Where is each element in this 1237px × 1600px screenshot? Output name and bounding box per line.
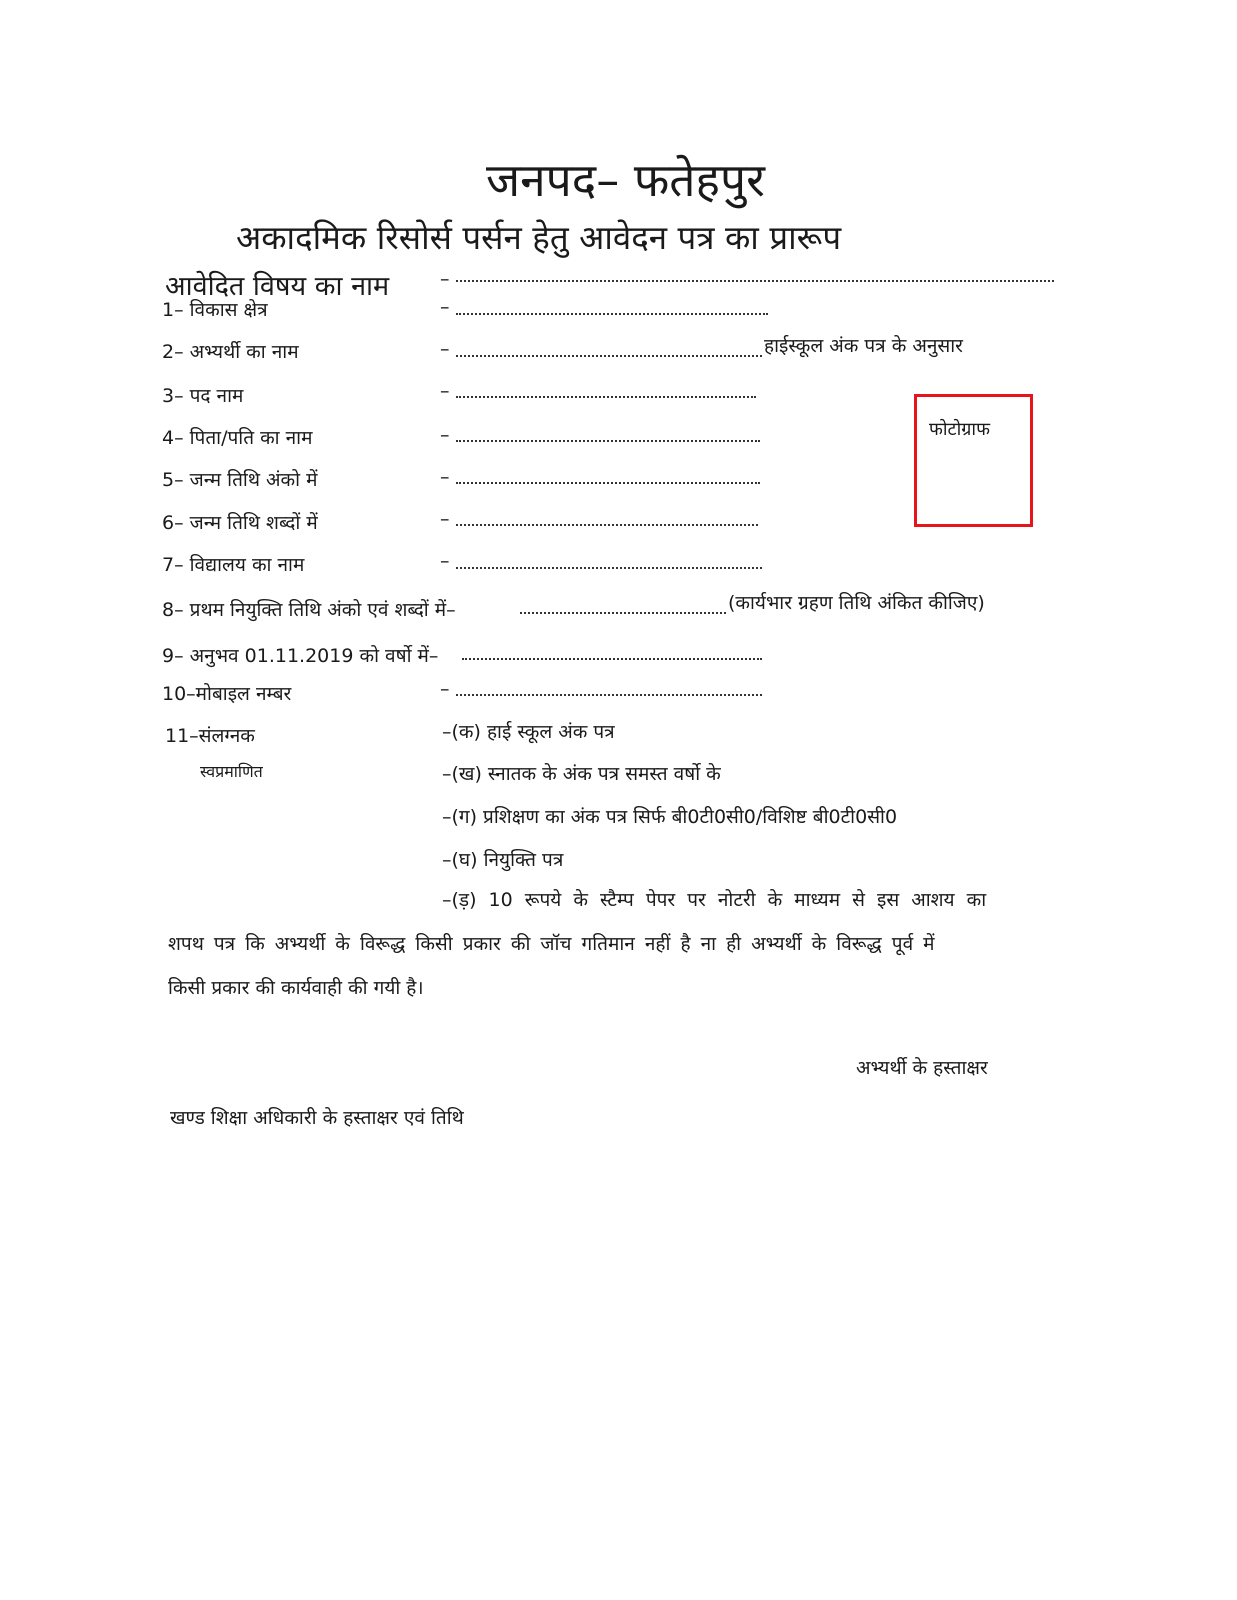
candidate-signature-label: अभ्यर्थी के हस्ताक्षर (856, 1057, 988, 1079)
field-label-post-name: 3– पद नाम (162, 385, 244, 407)
attachment-item: –(ग) प्रशिक्षण का अंक पत्र सिर्फ बी0टी0सी0/विशिष्ट बी0टी0सी0 (442, 806, 898, 828)
affidavit-text-line: किसी प्रकार की कार्यवाही की गयी है। (168, 977, 424, 999)
attachment-item: –(ड़) 10 रूपये के स्टैम्प पेपर पर नोटरी के माध्यम से इस आशय का (442, 889, 987, 911)
affidavit-text-line: शपथ पत्र कि अभ्यर्थी के विरूद्ध किसी प्रकार की जॉच गतिमान नहीं है ना ही अभ्यर्थी के विरूद्ध पूर्व में (168, 933, 935, 955)
field-label-experience: 9– अनुभव 01.11.2019 को वर्षो में– (162, 645, 439, 667)
form-title: अकादमिक रिसोर्स पर्सन हेतु आवेदन पत्र का प्रारूप (236, 218, 842, 257)
photograph-box[interactable] (914, 394, 1033, 527)
first-appointment-date-input-line[interactable] (520, 612, 726, 614)
field-label-development-block: 1– विकास क्षेत्र (162, 299, 268, 321)
experience-input-line[interactable] (462, 658, 762, 660)
attachment-item: –(ख) स्नातक के अंक पत्र समस्त वर्षो के (442, 763, 721, 785)
dob-digits-input-line[interactable] (456, 482, 760, 484)
field-dash: – (440, 678, 450, 700)
field-dash: – (440, 508, 450, 530)
field-label-dob-words: 6– जन्म तिथि शब्दों में (162, 512, 318, 534)
officer-signature-label: खण्ड शिक्षा अधिकारी के हस्ताक्षर एवं तिथि (170, 1107, 464, 1129)
field-label-first-appointment-date: 8– प्रथम नियुक्ति तिथि अंको एवं शब्दों में– (162, 599, 456, 621)
district-heading: जनपद– फतेहपुर (486, 153, 765, 207)
photograph-label: फोटोग्राफ (929, 419, 990, 440)
candidate-name-input-line[interactable] (456, 355, 762, 357)
subject-label: आवेदित विषय का नाम (165, 271, 390, 302)
candidate-name-note: हाईस्कूल अंक पत्र के अनुसार (764, 335, 963, 357)
self-attested-note: स्वप्रमाणित (200, 762, 263, 781)
field-label-mobile-number: 10–मोबाइल नम्बर (162, 683, 292, 705)
school-name-input-line[interactable] (456, 567, 762, 569)
field-dash: – (440, 338, 450, 360)
dob-words-input-line[interactable] (456, 524, 758, 526)
field-dash: – (440, 466, 450, 488)
subject-input-line[interactable] (456, 280, 1054, 282)
attachment-item: –(क) हाई स्कूल अंक पत्र (442, 721, 615, 743)
father-husband-name-input-line[interactable] (456, 440, 760, 442)
attachment-item: –(घ) नियुक्ति पत्र (442, 849, 564, 871)
field-dash: – (440, 296, 450, 318)
subject-dash: – (440, 268, 450, 290)
field-dash: – (440, 424, 450, 446)
field-label-school-name: 7– विद्यालय का नाम (162, 554, 305, 576)
development-block-input-line[interactable] (456, 313, 768, 315)
field-label-father-husband-name: 4– पिता/पति का नाम (162, 427, 313, 449)
field-label-dob-digits: 5– जन्म तिथि अंको में (162, 469, 318, 491)
attachments-label: 11–संलग्नक (165, 725, 255, 747)
post-name-input-line[interactable] (456, 396, 756, 398)
field-label-candidate-name: 2– अभ्यर्थी का नाम (162, 341, 299, 363)
field-dash: – (440, 550, 450, 572)
mobile-number-input-line[interactable] (456, 694, 762, 696)
field-dash: – (440, 380, 450, 402)
first-appointment-note: (कार्यभार ग्रहण तिथि अंकित कीजिए) (728, 592, 985, 614)
